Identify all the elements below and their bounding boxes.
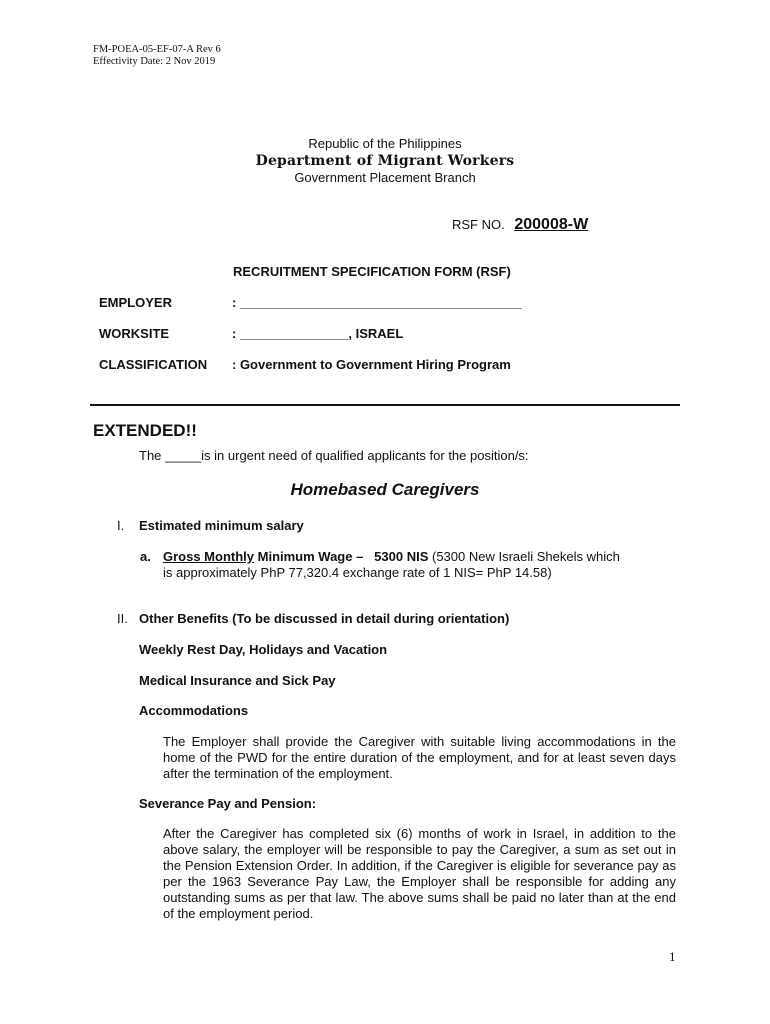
severance-paragraph: After the Caregiver has completed six (6) months of work in Israel, in addition to the above salary, the employer will be responsible to pay the Caregiver, a sum as set out in the Pension Extension Order. In addition, if the Caregiver is eligible for severance pay as per the 1963 Severance Pay Law, the Employer shall be responsible for adding any outstanding sums as per that law. The above sums shall be paid no later than at the end of the employment period. (163, 826, 676, 921)
page-number: 1 (669, 949, 676, 964)
section-1-title: Estimated minimum salary (139, 518, 304, 533)
rsf-number-block (452, 216, 588, 234)
worksite-value: : _______________, ISRAEL (232, 326, 404, 341)
salary-gross-monthly: Gross Monthly (163, 549, 255, 564)
accommodations-paragraph: The Employer shall provide the Caregiver with suitable living accommodations in the home of the PWD for the entire duration of the employment, and for at least seven days after the termination of the employment. (163, 734, 676, 781)
salary-item-letter: a. (140, 549, 151, 564)
medical-heading: Medical Insurance and Sick Pay (139, 673, 336, 688)
section-divider (90, 404, 680, 406)
republic-line: Republic of the Philippines (308, 136, 462, 151)
salary-minimum-wage: Minimum Wage – 5300 NIS (254, 549, 429, 564)
department-name: Department of Migrant Workers (255, 153, 515, 169)
classification-label: CLASSIFICATION (99, 357, 208, 372)
extended-heading: EXTENDED!! (93, 421, 197, 440)
worksite-label: WORKSITE (99, 326, 170, 341)
employer-label: EMPLOYER (99, 295, 172, 310)
severance-heading: Severance Pay and Pension: (139, 796, 317, 811)
salary-item-line1 (163, 549, 620, 564)
rsf-number: 200008-W (514, 216, 589, 233)
branch-line: Government Placement Branch (294, 170, 476, 185)
form-title: RECRUITMENT SPECIFICATION FORM (RSF) (233, 264, 511, 279)
accommodations-heading: Accommodations (139, 703, 249, 718)
classification-value: : Government to Government Hiring Program (232, 357, 511, 372)
salary-conversion: (5300 New Israeli Shekels which (428, 549, 620, 564)
section-2-number: II. (117, 611, 128, 626)
section-2-title: Other Benefits (To be discussed in detail during orientation) (139, 611, 510, 626)
rsf-label: RSF NO. (452, 217, 505, 232)
rest-day-heading: Weekly Rest Day, Holidays and Vacation (139, 642, 388, 657)
intro-text: The _____is in urgent need of qualified applicants for the position/s: (139, 448, 529, 463)
employer-value: : _______________________________________ (232, 295, 522, 310)
effectivity-date: Effectivity Date: 2 Nov 2019 (93, 56, 216, 67)
form-code: FM-POEA-05-EF-07-A Rev 6 (93, 44, 221, 55)
salary-item-line2: is approximately PhP 77,320.4 exchange rate of 1 NIS= PhP 14.58) (163, 565, 552, 580)
position-title: Homebased Caregivers (290, 480, 480, 499)
section-1-number: I. (117, 518, 125, 533)
